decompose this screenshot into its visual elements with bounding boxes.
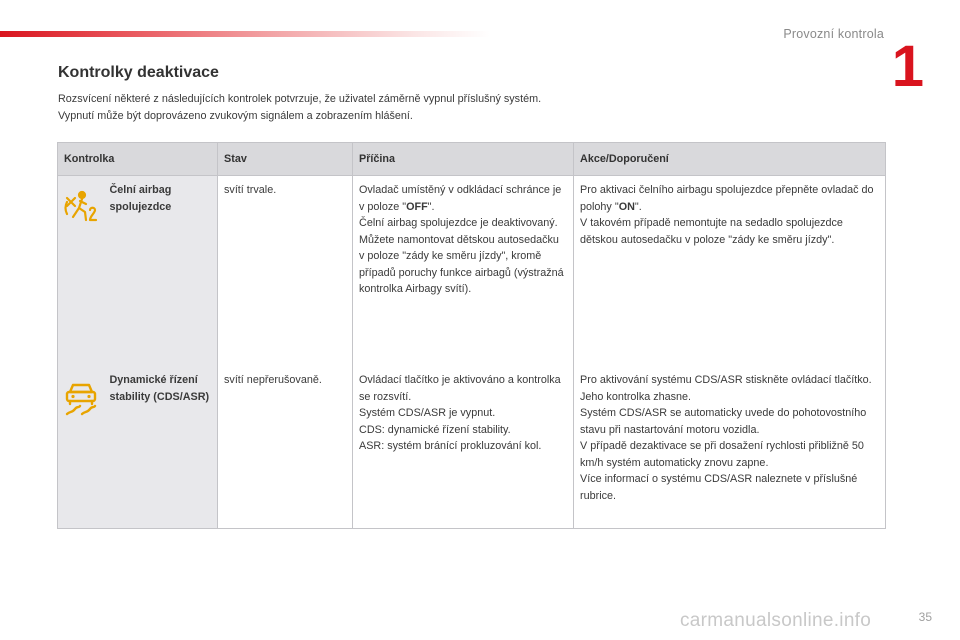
lamp-state: svítí trvale. [218,176,353,367]
cause-line: Ovládací tlačítko je aktivováno a kontrolka se rozsvítí. [359,374,561,403]
action-line: Pro aktivování systému CDS/ASR stiskněte ovládací tlačítko. Jeho kontrolka zhasne. [580,374,872,403]
action-line: V případě dezaktivace se při dosažení rychlosti přibližně 50 km/h systém automaticky znovu zapne. [580,440,864,469]
lamp-cause [353,366,574,529]
cause-line: Můžete namontovat dětskou autosedačku v poloze "zády ke směru jízdy", kromě případů poruchy funkce airbagů (výstražná kontrolka Airbagy svítí). [359,233,564,295]
lamp-name: Čelní airbag spolujezdce [104,176,218,367]
cause-line: Čelní airbag spolujezdce je deaktivovaný. [359,217,558,229]
warning-lamps-table [57,142,886,529]
watermark: carmanualsonline.info [680,610,872,631]
column-header-state: Stav [218,143,353,176]
cause-line: CDS: dynamické řízení stability. [359,423,511,436]
column-header-action: Akce/Doporučení [574,143,886,176]
table-row [58,176,886,367]
lamp-action [574,366,886,529]
page-number: 35 [918,610,932,624]
lamp-name: Dynamické řízení stability (CDS/ASR) [104,366,218,529]
action-line: Systém CDS/ASR se automaticky uvede do pohotovostního stavu při nastartování motoru vozidla. [580,407,867,436]
column-header-cause: Příčina [353,143,574,176]
column-header-lamp: Kontrolka [58,143,218,176]
section-title: Kontrolky deaktivace [58,64,219,81]
lamp-icon-cell [58,176,104,367]
lamp-cause [353,176,574,367]
table-row [58,366,886,529]
chapter-number: 1 [891,34,924,99]
chapter-label: Provozní kontrola [783,27,884,41]
action-line: V takovém případě nemontujte na sedadlo spolujezdce dětskou autosedačku v poloze "zády ke směru jízdy". [580,217,843,246]
passenger-airbag-off-icon [64,190,100,224]
action-line: Více informací o systému CDS/ASR naleznete v příslušné rubrice. [580,473,858,502]
lamp-icon-cell [58,366,104,529]
table-header-row [58,143,886,176]
intro-line: Vypnutí může být doprovázeno zvukovým signálem a zobrazením hlášení. [58,110,413,122]
section-intro [58,91,758,125]
cause-line: Ovladač umístěný v odkládací schránce je v poloze "OFF". [359,184,562,213]
lamp-state: svítí nepřerušovaně. [218,366,353,529]
stability-control-off-icon [64,380,100,416]
cause-line: ASR: systém bránící prokluzování kol. [359,440,542,452]
lamp-action [574,176,886,367]
header-accent-bar [0,31,490,37]
cause-line: Systém CDS/ASR je vypnut. [359,407,496,419]
action-line: Pro aktivaci čelního airbagu spolujezdce přepněte ovladač do polohy "ON". [580,184,874,213]
intro-line: Rozsvícení některé z následujících kontrolek potvrzuje, že uživatel záměrně vypnul příslušný systém. [58,93,542,105]
